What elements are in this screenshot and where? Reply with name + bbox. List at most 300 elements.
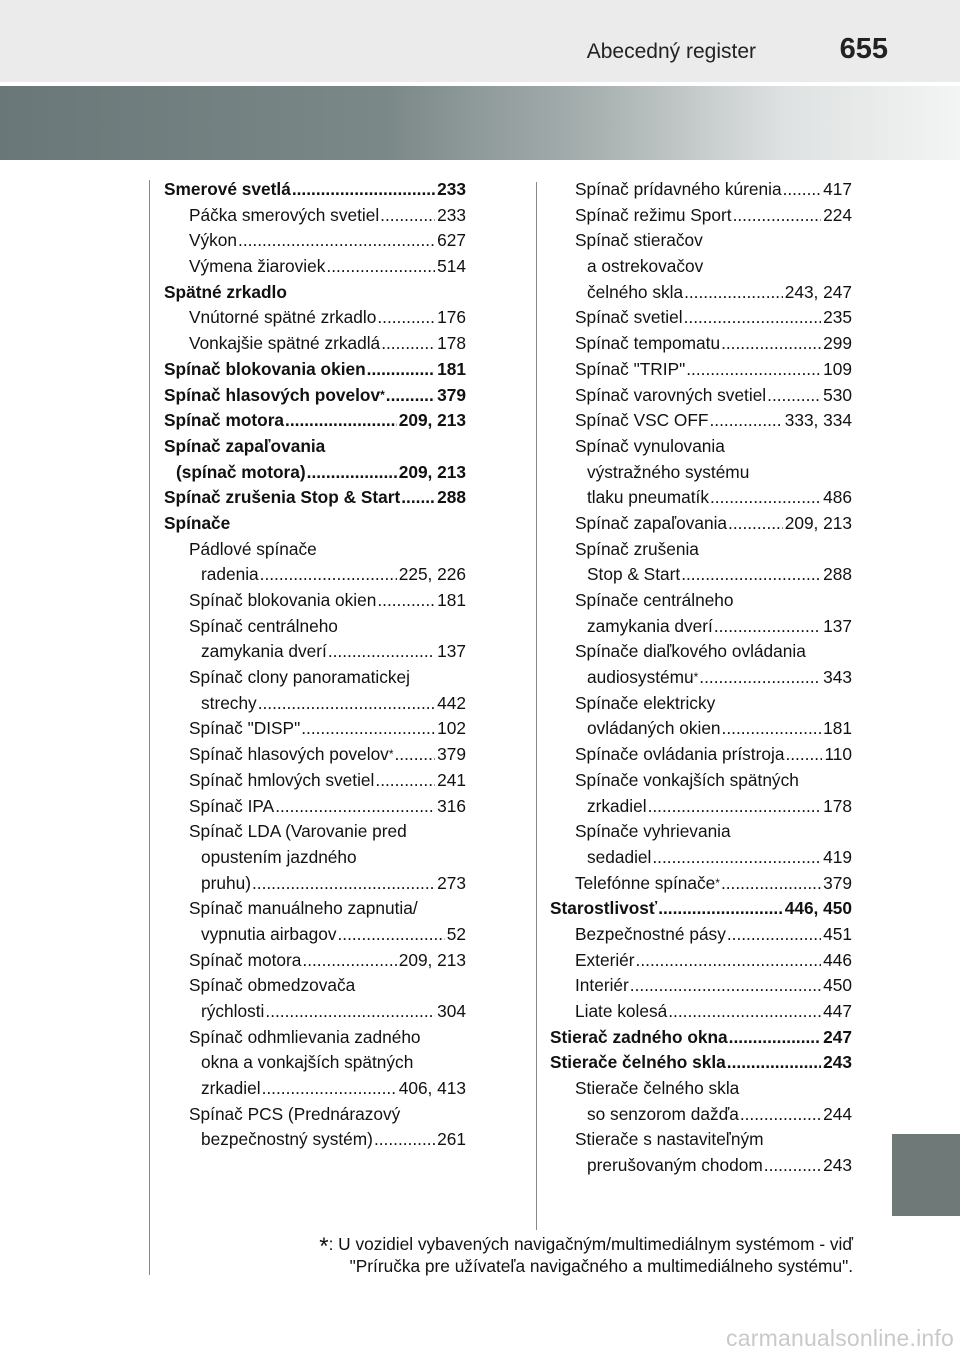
entry-text [164,511,230,537]
footnote-marker: * [715,875,720,890]
entry-label: Spínač "TRIP" [575,358,686,379]
index-entry [164,588,466,614]
entry-text [201,871,251,897]
index-entry [550,408,852,434]
entry-label: Spínač odhmlievania zadného [189,1026,421,1047]
entry-label: Spínač PCS (Prednárazový [189,1103,401,1124]
entry-text [201,922,336,948]
page-reference: 137 [437,641,466,662]
index-entry [550,639,852,665]
index-entry [550,742,852,768]
index-entry [550,1076,852,1102]
leader-dots [292,177,435,203]
entry-text [575,922,726,948]
index-entry [164,1025,466,1051]
entry-text [587,716,721,742]
entry-label: ovládaných okien [587,718,721,739]
leader-dots [699,665,821,691]
entry-text [575,537,699,563]
index-entry [164,871,466,897]
leader-dots [727,1050,821,1076]
index-entry [164,639,466,665]
leader-dots [377,588,435,614]
page-reference: 178 [437,333,466,354]
entry-text [587,614,713,640]
entry-label: Spínač "DISP" [189,718,301,739]
page-reference: 224 [823,204,852,225]
page-reference: 209, 213 [784,512,852,533]
entry-text [164,383,385,409]
entry-text [201,1076,261,1102]
page-reference: 486 [823,487,852,508]
entry-text [575,768,799,794]
entry-label: Spínač VSC OFF [575,410,709,431]
entry-label: a ostrekovačov [587,256,704,277]
leader-dots [740,1102,821,1128]
entry-text [164,177,291,203]
entry-text [164,485,400,511]
entry-text [587,562,680,588]
index-entry [164,716,466,742]
entry-text [189,1025,421,1051]
entry-label: Spínače vyhrievania [575,821,731,842]
entry-label: Spínače vonkajších spätných [575,769,799,790]
entry-label: Interiér [575,975,629,996]
entry-text [164,280,287,306]
index-entry [164,794,466,820]
entry-text [201,691,257,717]
entry-label: Stierač zadného okna [550,1026,728,1047]
index-entry [550,845,852,871]
entry-text [587,1102,739,1128]
leader-dots [380,203,435,229]
entry-text [587,485,709,511]
page-reference: 288 [437,487,466,508]
index-column-right [550,177,852,1179]
entry-text [189,203,379,229]
entry-label: Liate kolesá [575,1001,668,1021]
entry-label: Spínač stieračov [575,230,703,251]
index-entry [164,511,466,537]
page-reference: 530 [823,384,852,405]
page-reference: 137 [823,615,852,636]
entry-text [189,819,407,845]
leader-dots [375,768,435,794]
leader-dots [684,305,822,331]
entry-label: zrkadiel [587,795,647,816]
entry-label: Smerové svetlá [164,179,291,199]
index-entry [550,1025,852,1051]
index-entry [550,588,852,614]
leader-dots [721,871,821,897]
index-entry [550,460,852,486]
entry-label: Spínač zrušenia Stop & Start [164,487,401,508]
index-entry [550,177,852,203]
index-entry [550,1050,852,1076]
index-entry [164,177,466,203]
entry-text [164,357,366,383]
entry-text [176,460,306,486]
index-entry [164,228,466,254]
page-reference: 379 [437,744,466,765]
entry-text [575,305,683,331]
entry-text [189,614,338,640]
index-entry [164,1076,466,1102]
index-entry [164,485,466,511]
entry-label: Spínač tempomatu [575,333,721,354]
entry-label: Spínač zapaľovania [164,435,326,456]
index-entry [550,1153,852,1179]
index-entry [164,1127,466,1153]
index-entry [550,537,852,563]
page-reference: 379 [823,872,852,893]
entry-text [575,871,720,897]
leader-dots [630,973,821,999]
leader-dots [275,794,435,820]
page-reference: 235 [823,307,852,328]
leader-dots [727,922,821,948]
page-reference: 209, 213 [398,949,466,970]
index-entry [550,485,852,511]
entry-label: Exteriér [575,949,635,970]
index-entry [164,742,466,768]
entry-label: Starostlivosť [550,898,658,919]
entry-label: Páčka smerových svetiel [189,204,380,225]
leader-dots [668,999,821,1025]
index-entry [164,408,466,434]
leader-dots [636,948,822,974]
leader-dots [401,485,435,511]
header-band [0,0,960,82]
entry-label: Spínač blokovania okien [164,358,366,379]
entry-label: prerušovaným chodom [587,1155,763,1176]
leader-dots [252,871,435,897]
index-entry [550,922,852,948]
page-reference: 178 [823,795,852,816]
index-entry [550,871,852,897]
page-reference: 316 [437,795,466,816]
entry-text [575,203,732,229]
page-reference: 102 [437,718,466,739]
leader-dots [301,716,435,742]
entry-label: rýchlosti [201,1001,265,1021]
leader-dots [721,331,821,357]
leader-dots [381,331,435,357]
leader-dots [367,357,435,383]
entry-text [201,1127,373,1153]
page-reference: 299 [823,333,852,354]
index-entry [164,562,466,588]
leader-dots [733,203,822,229]
entry-text [575,639,806,665]
page-reference: 261 [437,1129,466,1150]
footnote-marker: * [380,387,385,402]
entry-text [164,434,325,460]
footnote-text-1: : U vozidiel vybavených navigačným/multimediálnym systémom - viď [328,1234,853,1254]
entry-label: Spínač hlasových povelov [164,384,381,405]
index-entry [164,614,466,640]
index-entry [164,845,466,871]
entry-text [189,588,376,614]
entry-text [587,460,749,486]
entry-label: Spínač režimu Sport [575,204,732,225]
entry-label: Spínač clony panoramatickej [189,667,410,688]
leader-dots [302,948,396,974]
page-reference: 181 [437,358,466,379]
footnote-star: * [319,1233,329,1260]
leader-dots [285,408,397,434]
entry-text [575,177,782,203]
entry-label: Spínač prídavného kúrenia [575,179,782,199]
index-entry [550,357,852,383]
entry-label: (spínač motora) [176,461,306,482]
index-entry [164,819,466,845]
entry-text [201,1050,413,1076]
entry-text [575,948,635,974]
entry-text [550,1050,726,1076]
entry-label: Spínač IPA [189,795,275,816]
entry-label: čelného skla [587,281,684,302]
index-entry [550,434,852,460]
entry-label: okna a vonkajších spätných [201,1052,414,1073]
entry-label: zamykania dverí [201,641,327,662]
leader-dots [729,1025,821,1051]
leader-dots [374,1127,435,1153]
index-entry [550,1102,852,1128]
index-entry [164,665,466,691]
leader-dots [785,742,822,768]
leader-dots [652,845,821,871]
entry-label: strechy [201,692,257,713]
entry-label: Spínač hmlových svetiel [189,769,375,790]
leader-dots [377,305,435,331]
entry-label: tlaku pneumatík [587,487,709,508]
watermark[interactable]: carmanualsonline.info [726,1325,954,1351]
entry-text [164,408,284,434]
page-reference: 379 [437,384,466,405]
entry-label: Spínač LDA (Varovanie pred [189,821,407,842]
index-entry [164,203,466,229]
page-reference: 244 [823,1103,852,1124]
entry-label: Výmena žiaroviek [189,256,326,277]
page-reference: 450 [823,975,852,996]
entry-label: zrkadiel [201,1078,261,1099]
entry-text [575,383,766,409]
entry-text [189,665,410,691]
entry-text [201,845,357,871]
index-entry [550,562,852,588]
entry-label: Spínače centrálneho [575,590,734,610]
entry-text [189,973,355,999]
entry-label: Stierače čelného skla [575,1078,740,1099]
index-entry [550,331,852,357]
index-entry [164,922,466,948]
index-entry [550,511,852,537]
page-reference: 447 [823,1001,852,1021]
page-reference: 209, 213 [398,461,466,482]
leader-dots [710,408,783,434]
entry-text [575,999,667,1025]
entry-label: Spätné zrkadlo [164,281,287,302]
entry-text [575,973,629,999]
entry-text [189,716,300,742]
entry-text [575,819,731,845]
entry-text [189,794,274,820]
entry-text [587,280,683,306]
section-title: Abecedný register [586,40,756,63]
left-rule [149,180,150,1275]
entry-label: Telefónne spínače [575,872,716,893]
entry-label: Pádlové spínače [189,538,317,559]
index-entry [164,1050,466,1076]
entry-label: Spínače ovládania prístroja [575,744,785,765]
entry-text [575,1127,764,1153]
index-entry [164,254,466,280]
index-entry [550,716,852,742]
index-entry [550,254,852,280]
page-reference: 225, 226 [398,564,466,585]
entry-label: Spínač motora [189,949,302,970]
index-entry [550,999,852,1025]
entry-text [189,742,394,768]
entry-text [189,254,325,280]
entry-text [201,639,327,665]
entry-text [201,562,259,588]
index-entry [164,999,466,1025]
footnote-line-1 [153,1232,853,1260]
page-reference: 233 [437,204,466,225]
entry-label: sedadiel [587,846,652,867]
entry-label: Spínač centrálneho [189,615,338,636]
entry-label: Spínač svetiel [575,307,683,328]
entry-label: Spínač blokovania okien [189,590,377,610]
entry-label: Vnútorné spätné zrkadlo [189,307,377,328]
entry-label: vypnutia airbagov [201,923,337,944]
entry-text [575,588,734,614]
entry-label: Spínač motora [164,410,285,431]
leader-dots [262,1076,397,1102]
column-divider [536,182,537,1230]
entry-text [575,357,685,383]
entry-label: Spínač manuálneho zapnutia/ [189,898,418,919]
leader-dots [648,794,822,820]
page-reference: 181 [823,718,852,739]
leader-dots [395,742,436,768]
leader-dots [684,280,783,306]
entry-text [189,331,380,357]
page-reference: 243 [823,1052,852,1073]
entry-label: radenia [201,564,259,585]
entry-label: Spínač obmedzovača [189,975,356,996]
entry-text [189,896,418,922]
index-entry [164,331,466,357]
index-entry [550,948,852,974]
page-reference: 451 [823,923,852,944]
entry-label: Spínače diaľkového ovládania [575,641,806,662]
page-reference: 241 [437,769,466,790]
entry-label: audiosystému [587,667,694,688]
page-reference: 181 [437,590,466,610]
entry-text [189,948,301,974]
index-entry [164,1102,466,1128]
index-entry [550,305,852,331]
index-entry [550,691,852,717]
index-entry [164,973,466,999]
entry-label: bezpečnostný systém) [201,1129,373,1150]
entry-label: Stierače čelného skla [550,1052,726,1073]
page-reference: 52 [446,923,466,944]
leader-dots [767,383,821,409]
header-banner [0,86,960,160]
leader-dots [386,383,435,409]
entry-label: Bezpečnostné pásy [575,923,726,944]
index-entry [164,896,466,922]
page-reference: 110 [824,744,852,765]
page-reference: 209, 213 [398,410,466,431]
entry-text [575,742,784,768]
index-entry [550,768,852,794]
page-reference: 109 [823,358,852,379]
page-reference: 247 [823,1026,852,1047]
entry-label: zamykania dverí [587,615,713,636]
footnote-marker: * [388,747,394,762]
entry-label: Spínače [164,512,231,533]
leader-dots [328,639,435,665]
chapter-tab [892,1134,960,1216]
index-entry [550,665,852,691]
entry-label: Stierače s nastaviteľným [575,1129,764,1150]
entry-text [575,228,703,254]
page-reference: 514 [437,256,466,277]
page-reference: 273 [437,872,466,893]
page-reference: 419 [823,846,852,867]
index-entry [164,948,466,974]
index-entry [164,460,466,486]
entry-text [575,331,720,357]
entry-label: Výkon [189,230,238,251]
entry-text [189,305,376,331]
entry-text [587,1153,763,1179]
index-entry [550,794,852,820]
entry-label: so senzorom dažďa [587,1103,739,1124]
page-reference: 233 [437,179,466,199]
page-reference: 417 [823,179,852,199]
index-entry [550,383,852,409]
entry-label: Spínač zrušenia [575,538,699,559]
entry-text [189,537,317,563]
entry-label: Stop & Start [587,564,681,585]
index-entry [164,357,466,383]
entry-label: Spínač zapaľovania [575,512,728,533]
entry-text [575,408,709,434]
entry-label: Vonkajšie spätné zrkadlá [189,333,381,354]
index-entry [550,973,852,999]
index-entry [550,896,852,922]
page-reference: 243 [823,1155,852,1176]
index-entry [164,537,466,563]
leader-dots [326,254,435,280]
page-number: 655 [839,33,888,65]
footnote-marker: * [693,670,699,685]
entry-label: Spínač hlasových povelov [189,744,389,765]
entry-label: Spínač vynulovania [575,435,725,456]
leader-dots [783,177,822,203]
index-entry [550,280,852,306]
index-entry [164,305,466,331]
entry-text [587,665,698,691]
leader-dots [728,511,783,537]
entry-text [189,228,237,254]
